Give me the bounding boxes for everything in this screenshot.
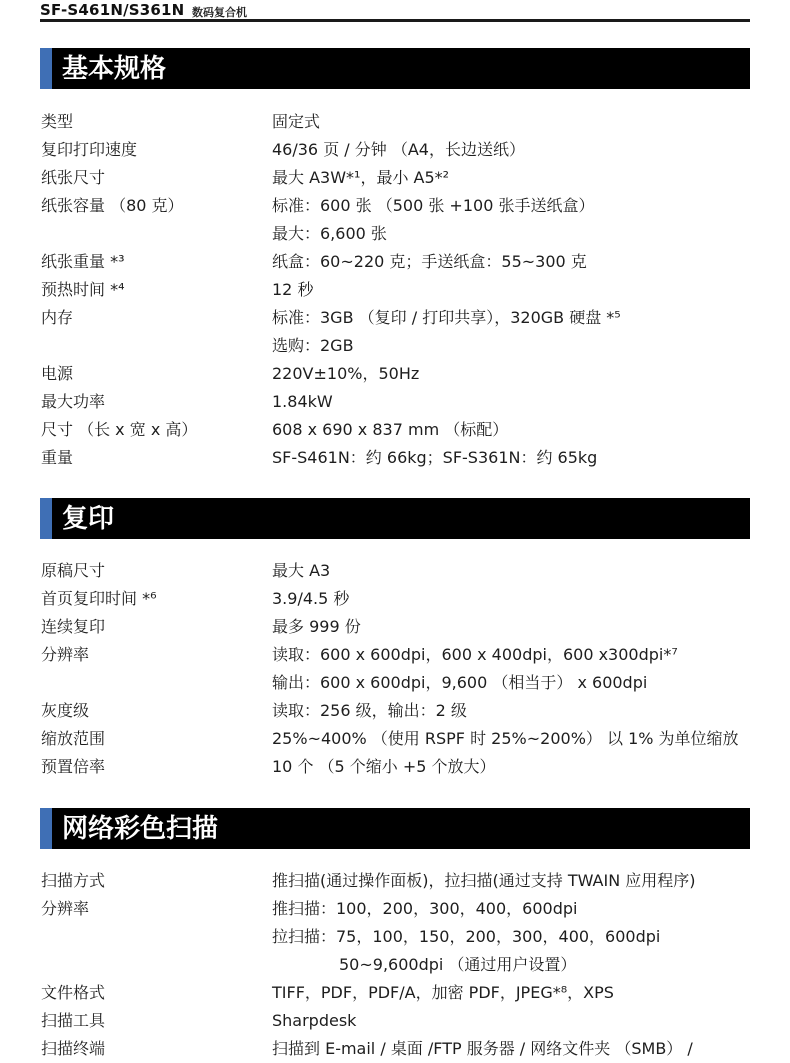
spec-row	[0, 388, 790, 416]
spec-value: 最大 A3	[272, 561, 331, 580]
document-header	[40, 0, 750, 22]
spec-value: 拉扫描：75，100，150，200，300，400，600dpi	[272, 927, 661, 946]
spec-label: 电源	[41, 364, 74, 383]
spec-label: 内存	[41, 308, 74, 327]
spec-value: 扫描到 E-mail / 桌面 /FTP 服务器 / 网络文件夹 （SMB） /	[272, 1039, 693, 1058]
spec-value: 读取：600 x 600dpi，600 x 400dpi，600 x300dpi*⁷	[272, 645, 678, 664]
spec-label: 文件格式	[41, 983, 106, 1002]
spec-row	[0, 697, 790, 725]
product-subtitle: 数码复合机	[192, 6, 247, 19]
spec-value: 标准：600 张 （500 张 +100 张手送纸盒）	[272, 196, 595, 215]
spec-row	[0, 1007, 790, 1035]
spec-value: 最大：6,600 张	[272, 224, 387, 243]
spec-label: 灰度级	[41, 701, 90, 720]
spec-value: 25%~400% （使用 RSPF 时 25%~200%） 以 1% 为单位缩放	[272, 729, 739, 748]
spec-row	[0, 136, 790, 164]
spec-value: 12 秒	[272, 280, 314, 299]
spec-row	[0, 164, 790, 192]
spec-value: 选购：2GB	[272, 336, 354, 355]
section-accent	[40, 498, 52, 539]
spec-row	[0, 951, 790, 979]
spec-value: 纸盒：60~220 克；手送纸盒：55~300 克	[272, 252, 587, 271]
spec-label: 分辨率	[41, 645, 90, 664]
spec-label: 纸张容量 （80 克）	[41, 196, 184, 215]
spec-row	[0, 895, 790, 923]
spec-value: TIFF，PDF，PDF/A，加密 PDF，JPEG*⁸，XPS	[272, 983, 614, 1002]
spec-label: 扫描方式	[41, 871, 106, 890]
spec-label: 连续复印	[41, 617, 106, 636]
spec-label: 原稿尺寸	[41, 561, 106, 580]
spec-label: 分辨率	[41, 899, 90, 918]
spec-value: 读取：256 级，输出：2 级	[272, 701, 467, 720]
spec-value: 输出：600 x 600dpi，9,600 （相当于） x 600dpi	[272, 673, 648, 692]
spec-value: 1.84kW	[272, 392, 333, 411]
spec-value: SF-S461N：约 66kg；SF-S361N：约 65kg	[272, 448, 598, 467]
spec-row	[0, 360, 790, 388]
spec-label: 扫描终端	[41, 1039, 106, 1058]
model-name: SF-S461N/S361N	[40, 1, 185, 19]
spec-row	[0, 416, 790, 444]
spec-label: 缩放范围	[41, 729, 106, 748]
section-accent	[40, 808, 52, 849]
spec-row	[0, 725, 790, 753]
spec-label: 类型	[41, 112, 74, 131]
section-title: 复印	[62, 504, 115, 534]
spec-row	[0, 923, 790, 951]
spec-row	[0, 276, 790, 304]
spec-value: 46/36 页 / 分钟 （A4，长边送纸）	[272, 140, 525, 159]
spec-row	[0, 613, 790, 641]
spec-value: Sharpdesk	[272, 1011, 357, 1030]
spec-row	[0, 641, 790, 669]
spec-row	[0, 585, 790, 613]
spec-value: 最多 999 份	[272, 617, 361, 636]
spec-value: 标准：3GB （复印 / 打印共享），320GB 硬盘 *⁵	[272, 308, 621, 327]
section-accent	[40, 48, 52, 89]
spec-label: 最大功率	[41, 392, 106, 411]
spec-label: 复印打印速度	[41, 140, 138, 159]
spec-label: 扫描工具	[41, 1011, 106, 1030]
spec-value: 固定式	[272, 112, 321, 131]
spec-value: 最大 A3W*¹，最小 A5*²	[272, 168, 450, 187]
spec-label: 预热时间 *⁴	[41, 280, 125, 299]
spec-row	[0, 108, 790, 136]
spec-value: 推扫描：100，200，300，400，600dpi	[272, 899, 578, 918]
spec-row	[0, 304, 790, 332]
spec-row	[0, 332, 790, 360]
spec-label: 尺寸 （长 x 宽 x 高）	[41, 420, 198, 439]
spec-value: 推扫描(通过操作面板)，拉扫描(通过支持 TWAIN 应用程序)	[272, 871, 696, 890]
spec-row	[0, 248, 790, 276]
spec-row	[0, 669, 790, 697]
section-title: 网络彩色扫描	[62, 814, 219, 844]
spec-value: 50~9,600dpi （通过用户设置）	[339, 955, 577, 974]
spec-row	[0, 192, 790, 220]
spec-row	[0, 979, 790, 1007]
spec-label: 纸张重量 *³	[41, 252, 125, 271]
section-bar-network-scan	[40, 808, 750, 849]
spec-label: 预置倍率	[41, 757, 106, 776]
spec-row	[0, 1035, 790, 1063]
spec-row	[0, 220, 790, 248]
spec-value: 10 个 （5 个缩小 +5 个放大）	[272, 757, 496, 776]
spec-row	[0, 444, 790, 472]
spec-value: 608 x 690 x 837 mm （标配）	[272, 420, 509, 439]
spec-label: 首页复印时间 *⁶	[41, 589, 157, 608]
spec-row	[0, 867, 790, 895]
spec-value: 3.9/4.5 秒	[272, 589, 350, 608]
spec-label: 重量	[41, 448, 74, 467]
spec-value: 220V±10%，50Hz	[272, 364, 420, 383]
spec-row	[0, 753, 790, 781]
section-bar-basic-specs	[40, 48, 750, 89]
spec-row	[0, 557, 790, 585]
section-title: 基本规格	[62, 54, 167, 84]
spec-label: 纸张尺寸	[41, 168, 106, 187]
section-bar-copy	[40, 498, 750, 539]
